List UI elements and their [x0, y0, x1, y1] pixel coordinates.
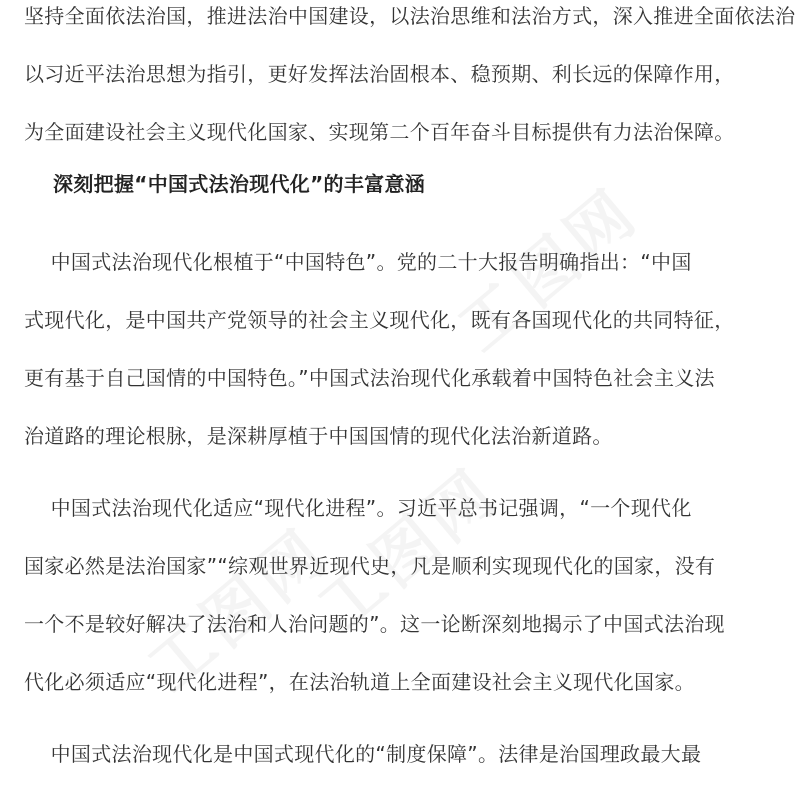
- paragraph-line: 为全面建设社会主义现代化国家、实现第二个百年奋斗目标提供有力法治保障。: [24, 120, 735, 144]
- paragraph-line: 坚持全面依法治国，推进法治中国建设，以法治思维和法治方式，深入推进全面依法治: [24, 4, 796, 28]
- paragraph-line: 中国式法治现代化适应“现代化进程”。习近平总书记强调，“一个现代化: [24, 496, 692, 520]
- paragraph-chinese-characteristics: [24, 233, 784, 465]
- paragraph-line: 更有基于自己国情的中国特色。”中国式法治现代化承载着中国特色社会主义法: [24, 366, 715, 390]
- paragraph-line: 中国式法治现代化根植于“中国特色”。党的二十大报告明确指出：“中国: [24, 250, 692, 274]
- paragraph-line: 中国式法治现代化是中国式现代化的“制度保障”。法律是治国理政最大最: [24, 742, 702, 766]
- heading-line: 深刻把握“中国式法治现代化”的丰富意涵: [24, 172, 426, 196]
- paragraph-line: 以习近平法治思想为指引，更好发挥法治固根本、稳预期、利长远的保障作用，: [24, 62, 735, 86]
- paragraph-modernization-process: [24, 479, 784, 711]
- paragraph-line: 国家必然是法治国家”“综观世界近现代史，凡是顺利实现现代化的国家，没有: [24, 554, 716, 578]
- paragraph-line: 代化必须适应“现代化进程”，在法治轨道上全面建设社会主义现代化国家。: [24, 670, 695, 694]
- paragraph-line: 治道路的理论根脉，是深耕厚植于中国国情的现代化法治新道路。: [24, 424, 613, 448]
- section-heading: [24, 155, 784, 213]
- paragraph-line: 一个不是较好解决了法治和人治问题的”。这一论断深刻地揭示了中国式法治现: [24, 612, 725, 636]
- paragraph-line: 式现代化，是中国共产党领导的社会主义现代化，既有各国现代化的共同特征，: [24, 308, 735, 332]
- paragraph-institutional-guarantee: [24, 725, 784, 783]
- intro-paragraph: [24, 0, 796, 161]
